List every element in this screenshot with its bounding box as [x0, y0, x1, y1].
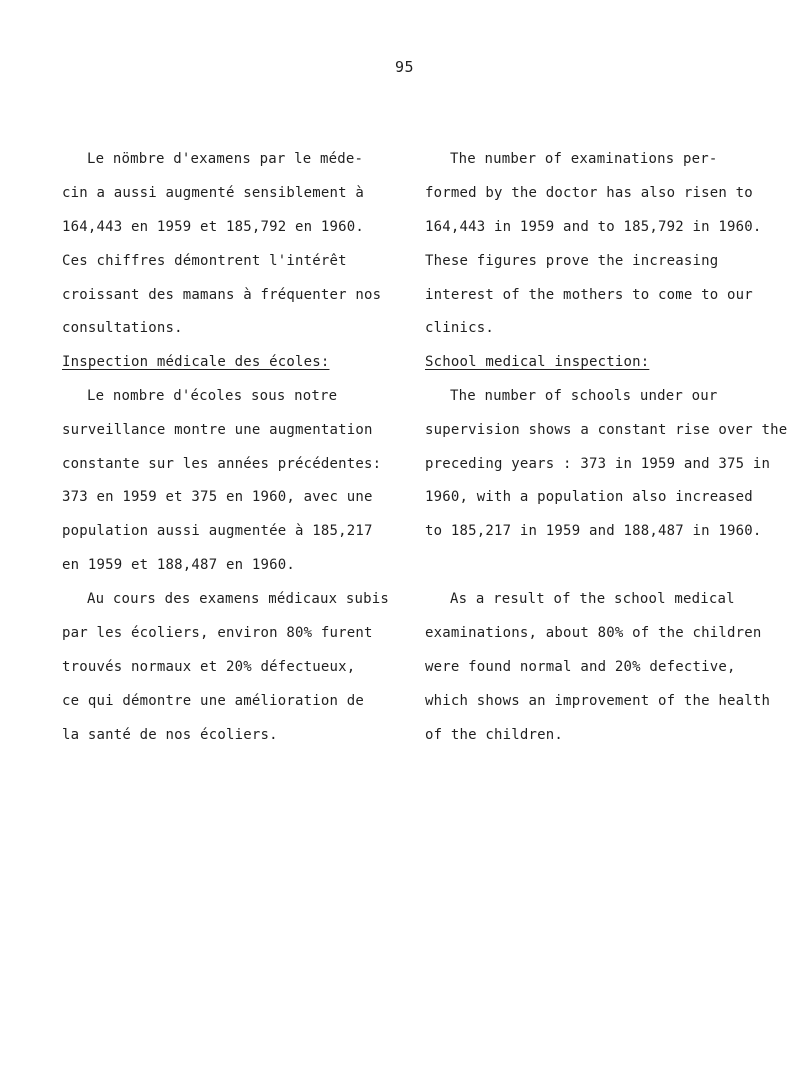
text-line: These figures prove the increasing: [425, 253, 719, 269]
text-line: Le nömbre d'examens par le méde-: [87, 151, 364, 167]
text-line: 373 en 1959 et 375 en 1960, avec une: [62, 489, 373, 505]
page-number: 95: [395, 58, 415, 76]
section-heading: School medical inspection:: [425, 354, 650, 370]
text-line: examinations, about 80% of the children: [425, 625, 762, 641]
section-heading: Inspection médicale des écoles:: [62, 354, 330, 370]
text-line: la santé de nos écoliers.: [62, 727, 278, 743]
text-line: 164,443 en 1959 et 185,792 en 1960.: [62, 219, 365, 235]
text-line: supervision shows a constant rise over the: [425, 422, 788, 438]
text-line: cin a aussi augmenté sensiblement à: [62, 185, 365, 201]
text-line: of the children.: [425, 727, 564, 743]
text-line: Ces chiffres démontrent l'intérêt: [62, 253, 347, 269]
text-line: formed by the doctor has also risen to: [425, 185, 753, 201]
text-line: ce qui démontre une amélioration de: [62, 693, 365, 709]
text-line: consultations.: [62, 320, 183, 336]
text-line: The number of schools under our: [450, 388, 718, 404]
text-line: par les écoliers, environ 80% furent: [62, 625, 373, 641]
text-line: preceding years : 373 in 1959 and 375 in: [425, 456, 771, 472]
text-line: 164,443 in 1959 and to 185,792 in 1960.: [425, 219, 762, 235]
text-line: croissant des mamans à fréquenter nos: [62, 287, 382, 303]
text-line: 1960, with a population also increased: [425, 489, 753, 505]
text-line: The number of examinations per-: [450, 151, 718, 167]
text-line: to 185,217 in 1959 and 188,487 in 1960.: [425, 523, 762, 539]
text-line: constante sur les années précédentes:: [62, 456, 382, 472]
text-line: trouvés normaux et 20% défectueux,: [62, 659, 356, 675]
text-line: clinics.: [425, 320, 495, 336]
text-line: surveillance montre une augmentation: [62, 422, 373, 438]
text-line: As a result of the school medical: [450, 591, 735, 607]
text-line: which shows an improvement of the health: [425, 693, 771, 709]
text-line: Au cours des examens médicaux subis: [87, 591, 390, 607]
text-line: en 1959 et 188,487 en 1960.: [62, 557, 295, 573]
text-line: interest of the mothers to come to our: [425, 287, 753, 303]
text-line: were found normal and 20% defective,: [425, 659, 736, 675]
text-line: Le nombre d'écoles sous notre: [87, 388, 338, 404]
text-line: population aussi augmentée à 185,217: [62, 523, 373, 539]
